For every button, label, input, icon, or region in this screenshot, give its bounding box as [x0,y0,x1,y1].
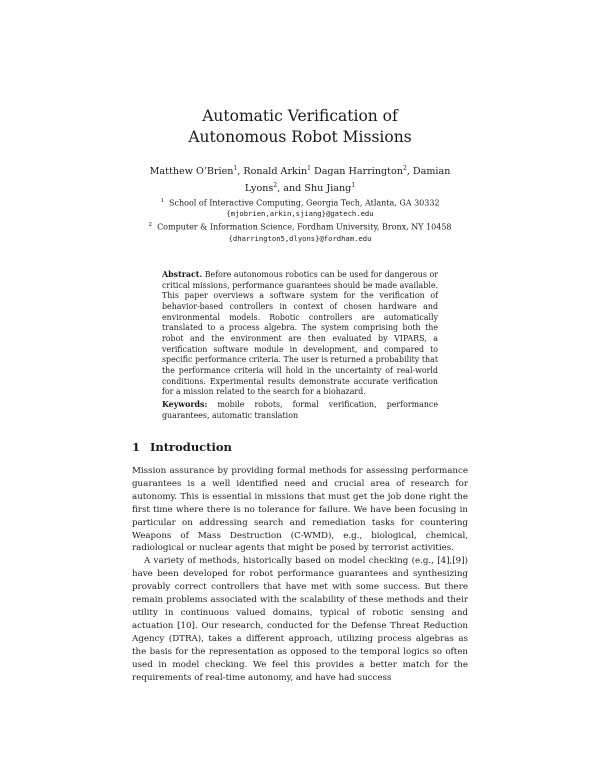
affiliation-marker: 1 [233,165,238,172]
affiliation-email: {dharrington5,dlyons}@fordham.edu [228,233,372,243]
affiliation-number: 1 [160,198,164,204]
affiliation-marker: 2 [402,165,407,172]
affiliation-number: 2 [148,222,152,229]
author-name: Damian Lyons [244,166,451,195]
abstract [162,270,438,398]
section-title: Introduction [150,440,232,454]
abstract-text: Before autonomous robotics can be used for dangerous or critical missions, performance guarantees should be made available. This paper overviews a software system for the verification of behavior-based controllers in context of chosen hardware and environmental models. Robotic controllers are automatically translated to a process algebra. The system comprising both the robot and the environment are then evaluated by VIPARS, a verification software module in development, and compared to specific performance criteria. The user is returned a probability that the performance criteria will hold in the uncertainty of real-world conditions. Experimental results demonstrate accurate verification for a mission related to the search for a biohazard. [162,270,438,397]
author-conjunction: and [283,183,302,195]
author-name: Shu Jiang [304,183,352,195]
affiliation-email: {mjobrien,arkin,sjiang}@gatech.edu [226,209,374,219]
keywords-label: Keywords: [162,400,208,409]
keywords-text: mobile robots, formal verification, performance guarantees, automatic translation [162,400,438,420]
affiliation-line [0,220,600,233]
paragraph: Mission assurance by providing formal methods for assessing performance guarantees is a well identified need and crucial area of research for autonomy. This is essential in missions that must get the job done right the first time where there is no tolerance for failure. We have been focusing in particular on addressing search and remediation tasks for countering Weapons of Mass Destruction (C-WMD), e.g., biological, chemical, radiological or nuclear agents that might be posed by terrorist activities. [132,466,468,554]
affiliations [0,196,600,245]
section-heading [132,440,232,454]
affiliation-marker: 2 [273,182,278,190]
section-body [132,465,468,684]
author-name: Matthew O’Brien [149,166,234,178]
affiliation-text: School of Interactive Computing, Georgia Tech, Atlanta, GA 30332 [169,198,440,208]
affiliation-marker: 1 [351,182,356,190]
paper-title [0,106,600,148]
affiliation-text: Computer & Information Science, Fordham University, Bronx, NY 10458 [157,222,452,232]
paragraph: A variety of methods, historically based on model checking (e.g., [4],[9]) have been developed for robot performance guarantees and synthesizing provably correct controllers that have met with some success. But there remain problems associated with the scalability of these methods and their utility in continuous valued domains, typical of robotic sensing and actuation [10]. Our research, conducted for the Defense Threat Reduction Agency (DTRA), takes a different approach, utilizing process algebras as the basis for the representation as opposed to the temporal logics so often used in model checking. We feel this provides a better match for the requirements of real-time autonomy, and have had success [132,556,468,683]
affiliation-marker: 1 [307,165,311,172]
title-line-2: Autonomous Robot Missions [188,128,412,146]
abstract-label: Abstract. [162,270,203,279]
author-list: Matthew O’Brien$^1$, Ronald Arkin$^1$ Dagan Harrington$^2$, Damian Lyons$^2$, and Shu Jiang$^1$ [149,165,451,195]
keywords [162,400,438,421]
affiliation-line [0,196,600,209]
author-name: Ronald Arkin [243,166,308,178]
section-number: 1 [132,440,141,454]
author-name: Dagan Harrington [314,166,403,178]
title-line-1: Automatic Verification of [202,107,398,125]
